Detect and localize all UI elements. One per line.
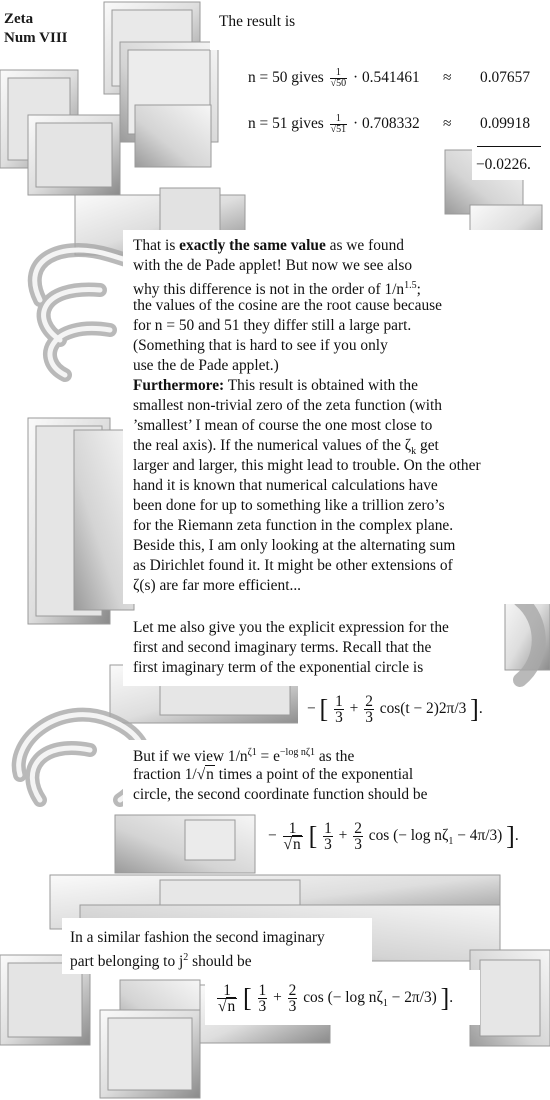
p2-line5: larger and larger, this might lead to trouble. On the other — [133, 457, 481, 474]
p3-line3: first imaginary term of the exponential circle is — [133, 659, 424, 676]
value-50: 0.07657 — [480, 69, 531, 86]
p2-line3: ’smallest’ I mean of course the one most close to — [133, 417, 433, 434]
p2-line11: ζ(s) are far more efficient... — [133, 577, 302, 594]
p2-line1: Furthermore: This result is obtained with the — [133, 377, 418, 394]
p3-line2: first and second imaginary terms. Recall that the — [133, 639, 432, 656]
p1-line2: with the de Pade applet! But now we see also — [133, 257, 413, 274]
equation-second-coordinate: − $\frac{1}{√n}$ [ $\frac{1}{3}$ + $\frac{2}{3}$ cos (− $\log n\zeta_1 - 4\pi/3$) ]. — [268, 819, 519, 853]
difference-rule — [477, 146, 541, 147]
result-row-50: n = 50 gives $\frac{1}{√50}$ · 0.541461 — [248, 67, 420, 89]
p2-line7: been done for up to something like a trillion zero’s — [133, 497, 445, 514]
p4-line1: But if we view $1/n^{\zeta 1} = e^{-log n\zeta 1}$ as the — [133, 747, 355, 766]
p4-line3: circle, the second coordinate function should be — [133, 786, 428, 803]
p5-line2: part belonging to $j^2$ should be — [70, 952, 252, 971]
p5-line1: In a similar fashion the second imaginary — [70, 929, 325, 946]
page-title: Zeta Num VIII — [4, 11, 68, 46]
p2-line2: smallest non-trivial zero of the zeta function (with — [133, 397, 442, 414]
p2-line4: the real axis). If the numerical values of the $\zeta_k$ get — [133, 437, 439, 458]
difference-value: −0.0226. — [476, 156, 531, 173]
p3-line1: Let me also give you the explicit expression for the — [133, 619, 449, 636]
value-51: 0.09918 — [480, 115, 531, 132]
p1-line7: use the de Pade applet.) — [133, 357, 279, 374]
p2-line8: for the Riemann zeta function in the complex plane. — [133, 517, 454, 534]
p4-line2: fraction 1/√n times a point of the exponential — [133, 766, 414, 783]
intro-text: The result is — [219, 13, 296, 30]
approx-50: ≈ — [443, 69, 452, 86]
result-row-51: n = 51 gives $\frac{1}{√51}$ · 0.708332 — [248, 113, 420, 135]
equation-first-imaginary: − [ $\frac{1}{3}$ + $\frac{2}{3}$ cos(t − 2)2π/3 ]. — [307, 692, 483, 726]
p1-line1: That is exactly the same value as we found — [133, 237, 404, 254]
p2-line10: as Dirichlet found it. It might be other extensions of — [133, 557, 453, 574]
p2-line9: Beside this, I am only looking at the alternating sum — [133, 537, 456, 554]
approx-51: ≈ — [443, 115, 452, 132]
p1-line4: the values of the cosine are the root cause because — [133, 297, 442, 314]
p1-line5: for n = 50 and 51 they differ still a large part. — [133, 317, 412, 334]
p1-line3: why this difference is not in the order of $1/n^{1.5}$; — [133, 280, 421, 299]
p1-line6: (Something that is hard to see if you only — [133, 337, 388, 354]
p2-line6: hand it is known that numerical calculations have — [133, 477, 438, 494]
equation-second-imaginary: $\frac{1}{√n}$ [ $\frac{1}{3}$ + $\frac{2}{3}$ cos (− $\log n\zeta_1 - 2\pi/3$) ]. — [218, 981, 454, 1015]
